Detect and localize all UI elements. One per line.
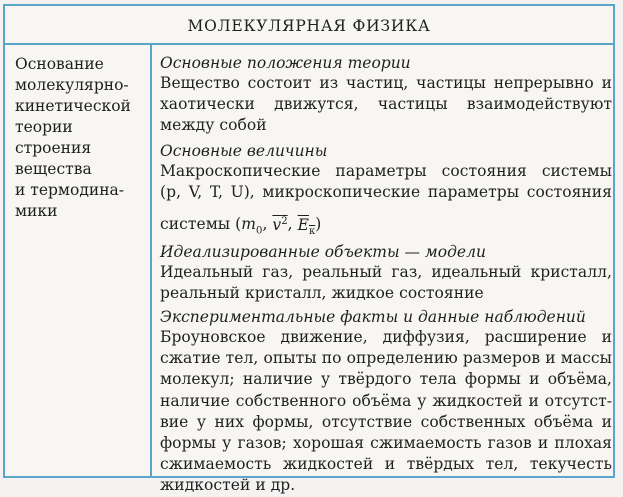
left-column [5, 45, 152, 476]
right-column [152, 45, 613, 495]
section-body [160, 73, 612, 137]
body-line: (p, V, T, U), микроскопические параметры состояния [160, 183, 612, 202]
body-line: между собой [160, 116, 267, 135]
formula-m-sub: 0 [256, 225, 263, 237]
body-line: наличие собственного объёма у жидкостей и отсутст- [160, 391, 612, 410]
formula-sep: , [287, 215, 298, 234]
body-line: молекул; наличие у твёрдого тела формы и объёма, [160, 370, 612, 389]
formula-suffix: ) [315, 215, 322, 234]
left-column-text: Основание молекулярно- кинетической теории строения вещества и термодина- мики [15, 55, 131, 220]
body-line: жидкостей и др. [160, 476, 296, 495]
body-line: сжимаемость жидкостей и твёрдых тел, текучесть [160, 455, 612, 474]
body-line: реальный кристалл, жидкое состояние [160, 284, 484, 303]
physics-table [3, 4, 615, 495]
section-theory-principles [160, 53, 612, 137]
body-line: Вещество состоит из частиц, частицы непрерывно и [160, 74, 612, 92]
table-title: МОЛЕКУЛЯРНАЯ ФИЗИКА [187, 16, 431, 35]
body-line: вие у них формы, отсутствие собственных объёма и [160, 412, 612, 431]
formula-line [160, 210, 612, 241]
body-line: Макроскопические параметры состояния системы [160, 162, 612, 180]
table-header [5, 6, 613, 45]
body-line: сжатие тел, опыты по определению размеров и массы [160, 349, 612, 368]
section-body [160, 161, 612, 242]
body-line: Броуновское движение, диффузия, расширение и [160, 328, 612, 346]
section-title: Основные положения теории [160, 54, 411, 72]
section-idealized-objects [160, 242, 612, 304]
formula-e: $E_к$ [297, 215, 316, 237]
body-line: хаотически движутся, частицы взаимодействуют [160, 95, 612, 114]
section-body [160, 327, 612, 497]
section-experimental-facts [160, 307, 612, 497]
formula-m: m [241, 215, 257, 234]
section-title: Основные величины [160, 142, 328, 160]
section-title: Экспериментальные факты и данные наблюдений [160, 308, 586, 326]
formula-v: $v^2$ [272, 215, 288, 234]
formula-sep: , [262, 215, 273, 234]
body-line: Идеальный газ, реальный газ, идеальный кристалл, [160, 263, 612, 281]
section-main-quantities [160, 141, 612, 242]
formula-prefix: системы ( [160, 215, 242, 234]
section-body [160, 262, 612, 304]
body-line: формы у газов; хорошая сжимаемость газов и плохая [160, 434, 612, 453]
section-title: Идеализированные объекты — модели [160, 243, 486, 261]
